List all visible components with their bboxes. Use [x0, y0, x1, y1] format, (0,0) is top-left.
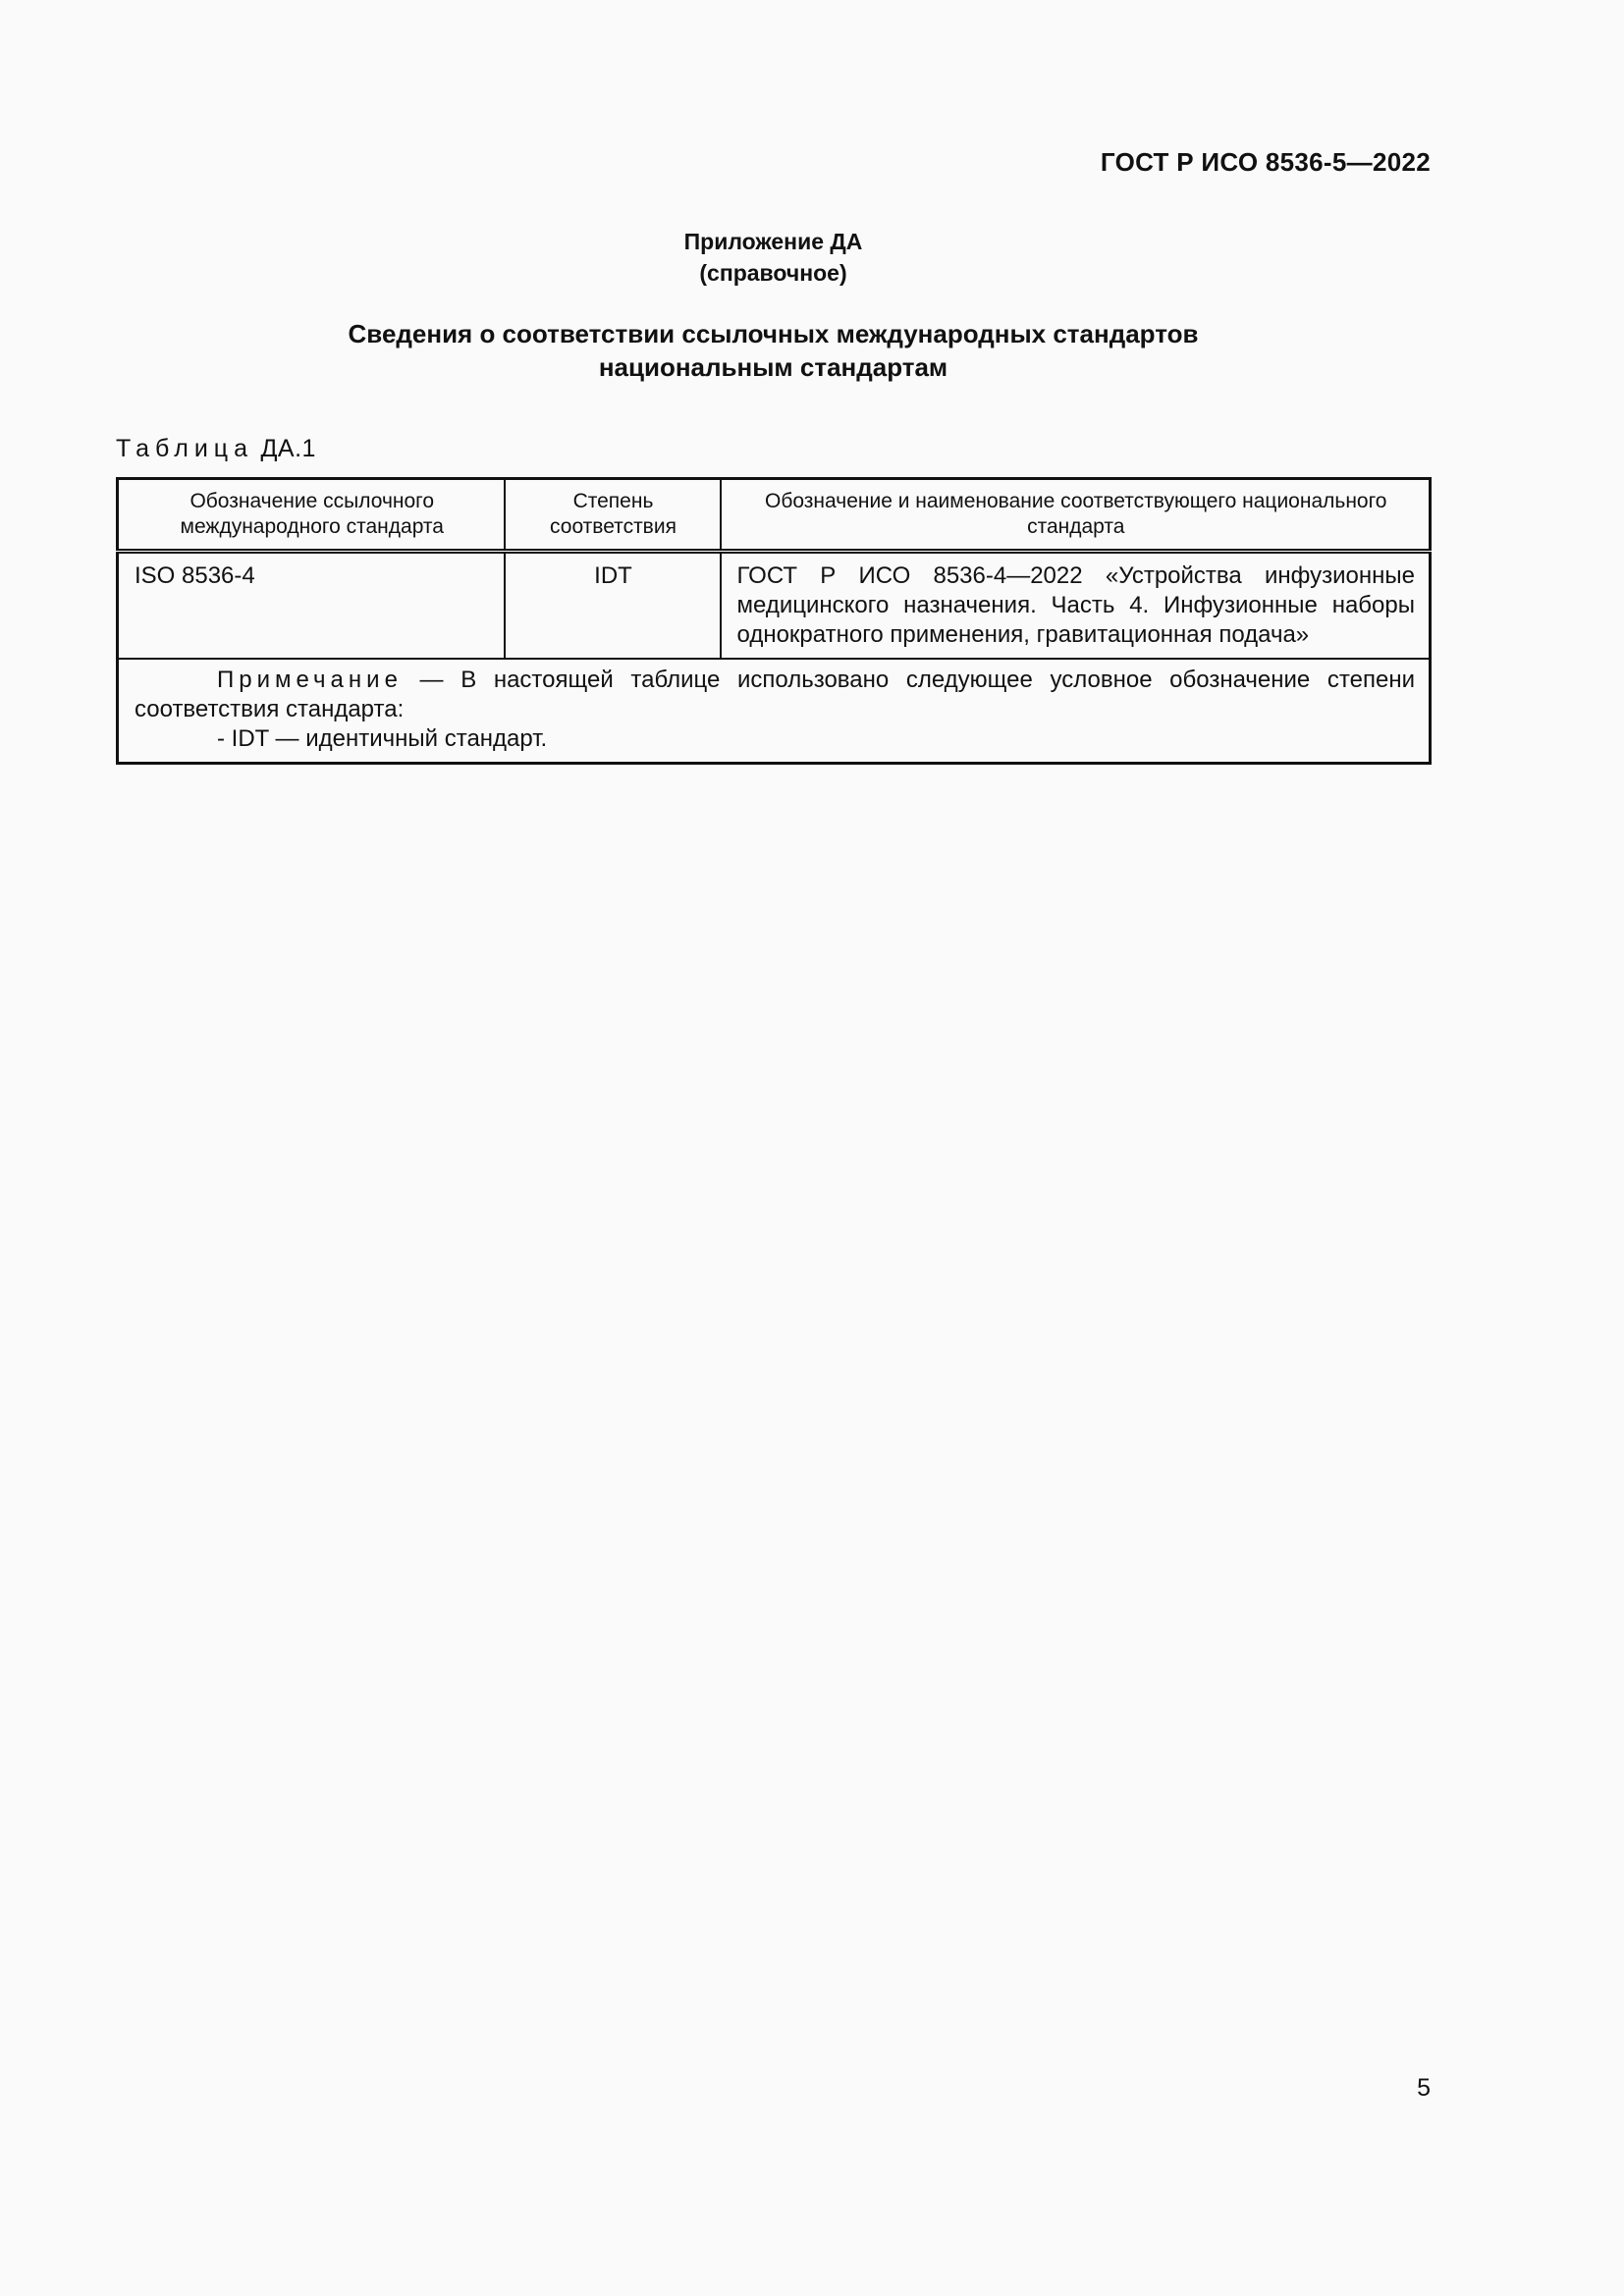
document-code-header: ГОСТ Р ИСО 8536-5—2022 [1100, 147, 1431, 177]
note-list-item: - IDT — идентичный стандарт. [217, 725, 548, 752]
section-title-line-1: Сведения о соответствии ссылочных международных стандартов [348, 319, 1199, 348]
note-label: Примечание [217, 667, 403, 693]
section-title [0, 317, 1546, 384]
table-caption-number: ДА.1 [260, 435, 316, 462]
header-intl-standard: Обозначение ссылочного международного стандарта [118, 479, 505, 552]
table-note [118, 659, 1431, 764]
note-paragraph [135, 666, 1415, 724]
appendix-title: Приложение ДА [683, 229, 863, 254]
table-caption [116, 435, 316, 463]
cell-degree: IDT [505, 552, 721, 660]
table-caption-word: Таблица [116, 435, 254, 462]
section-title-line-2: национальным стандартам [598, 352, 948, 382]
page-number: 5 [1417, 2074, 1431, 2102]
header-degree: Степень соответствия [505, 479, 721, 552]
reference-standards-table [116, 477, 1432, 765]
appendix-subtitle: (справочное) [699, 260, 847, 286]
table-header-row [118, 479, 1431, 552]
table-note-row [118, 659, 1431, 764]
appendix-heading [0, 226, 1546, 289]
cell-national-standard: ГОСТ Р ИСО 8536-4—2022 «Устройства инфузионные медицинского назначения. Часть 4. Инфузионные наборы однократного применения, гравитационная подача» [721, 552, 1431, 660]
note-text: — В настоящей таблице использовано следующее условное обозначение степени соответствия стандарта: [135, 667, 1415, 722]
table-row [118, 552, 1431, 660]
header-national-standard: Обозначение и наименование соответствующего национального стандарта [721, 479, 1431, 552]
cell-intl-standard: ISO 8536-4 [118, 552, 505, 660]
